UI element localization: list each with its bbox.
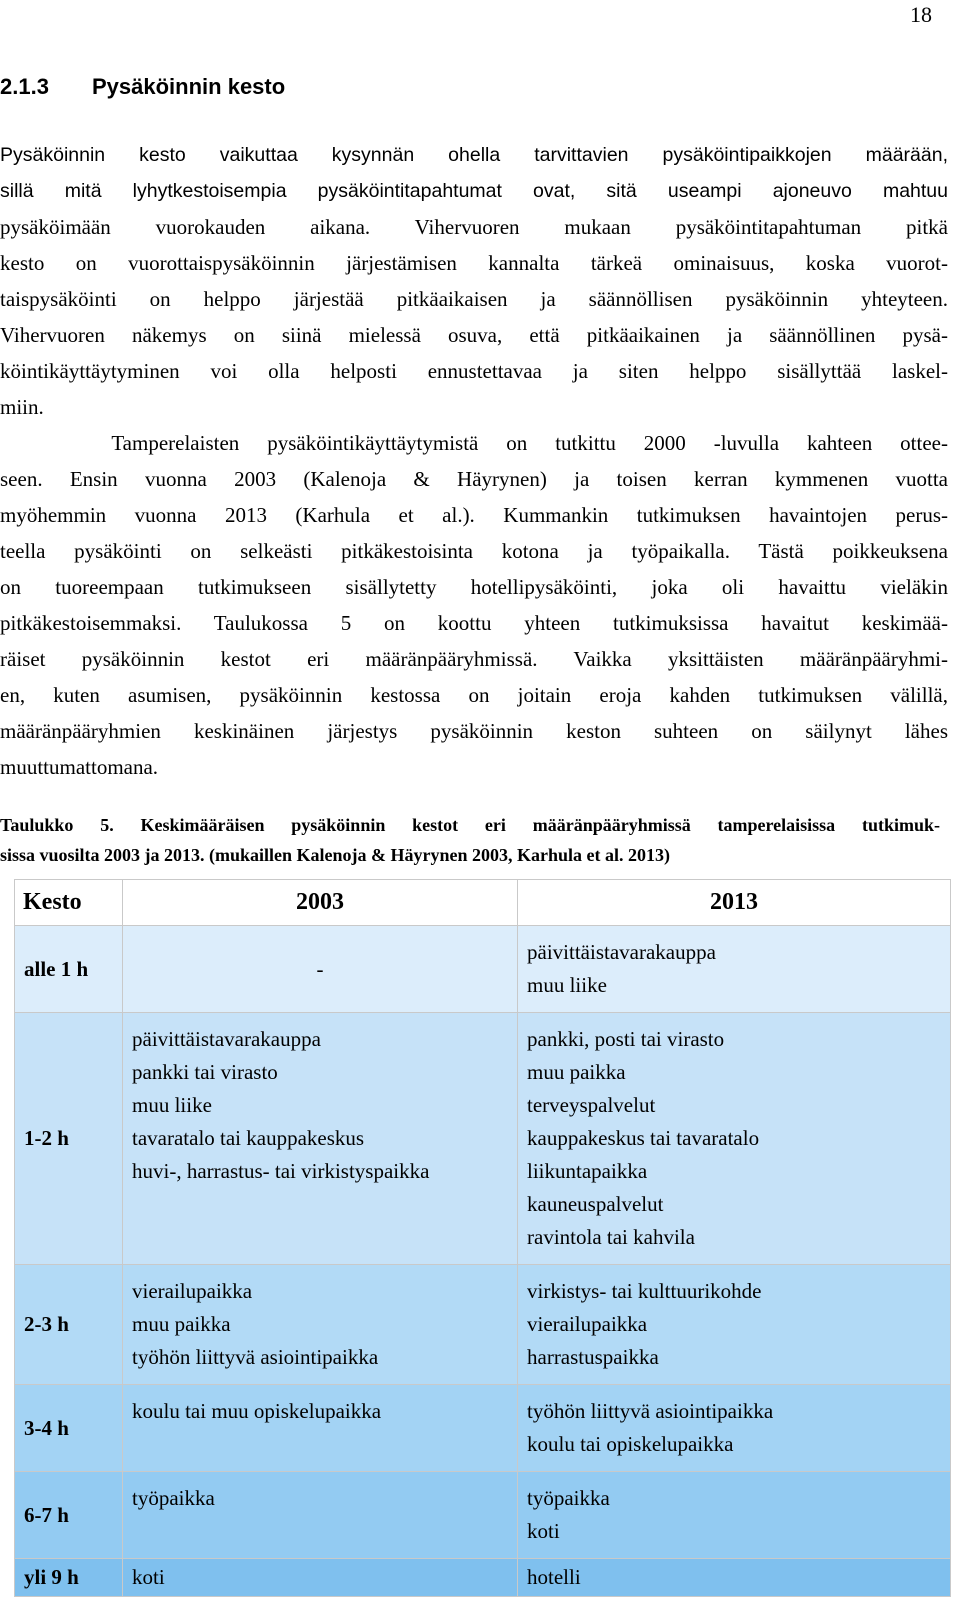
destination-item: koti bbox=[132, 1565, 165, 1589]
destination-item: muu paikka bbox=[527, 1060, 626, 1084]
body-line: teella pysäköinti on selkeästi pitkäkestoisinta kotona ja työpaikalla. Tästä poikkeuksena bbox=[0, 539, 948, 563]
destination-item: pankki tai virasto bbox=[132, 1060, 278, 1084]
destination-item: kauppakeskus tai tavaratalo bbox=[527, 1126, 760, 1150]
destination-item: - bbox=[316, 956, 324, 981]
table-row bbox=[15, 926, 951, 1013]
body-line: en, kuten asumisen, pysäköinnin kestossa on joitain eroja kahden tutkimuksen välillä, bbox=[0, 683, 948, 707]
section-title: Pysäköinnin kesto bbox=[92, 74, 286, 99]
duration-cell: 6-7 h bbox=[15, 1472, 123, 1559]
destination-item: vierailupaikka bbox=[132, 1279, 253, 1303]
destination-item: muu liike bbox=[527, 973, 607, 997]
caption-line: Taulukko 5. Keskimääräisen pysäköinnin kestot eri määränpääryhmissä tamperelaisissa tutkimuk- bbox=[0, 815, 940, 835]
duration-cell: 1-2 h bbox=[15, 1013, 123, 1265]
destination-item: terveyspalvelut bbox=[527, 1093, 656, 1117]
page-number: 18 bbox=[910, 2, 932, 27]
body-line: kesto on vuorottaispysäköinnin järjestämisen kannalta tärkeä ominaisuus, koska vuorot- bbox=[0, 251, 948, 275]
destination-item: tavaratalo tai kauppakeskus bbox=[132, 1126, 365, 1150]
destination-item: huvi-, harrastus- tai virkistyspaikka bbox=[132, 1159, 430, 1183]
duration-cell: 2-3 h bbox=[15, 1265, 123, 1385]
destination-item: hotelli bbox=[527, 1565, 581, 1589]
destination-item: pankki, posti tai virasto bbox=[527, 1027, 725, 1051]
body-line: myöhemmin vuonna 2013 (Karhula et al.). Kummankin tutkimuksen havaintojen perus- bbox=[0, 503, 948, 527]
destinations-2013-cell bbox=[518, 1559, 951, 1597]
destination-item: päivittäistavarakauppa bbox=[527, 940, 716, 964]
destination-item: työhön liittyvä asiointipaikka bbox=[132, 1345, 379, 1369]
destinations-2003-cell bbox=[123, 1013, 518, 1265]
body-line: pysäköimään vuorokauden aikana. Vihervuoren mukaan pysäköintitapahtuman pitkä bbox=[0, 215, 948, 239]
duration-cell: alle 1 h bbox=[15, 926, 123, 1013]
destination-item: muu liike bbox=[132, 1093, 212, 1117]
destinations-2003-cell bbox=[123, 1559, 518, 1597]
table-row bbox=[15, 1559, 951, 1597]
body-line: muuttumattomana. bbox=[0, 755, 159, 779]
header-2003: 2003 bbox=[123, 880, 518, 926]
destinations-2003-cell bbox=[123, 926, 518, 1013]
duration-cell: yli 9 h bbox=[15, 1559, 123, 1597]
destination-item: koulu tai muu opiskelupaikka bbox=[132, 1399, 382, 1423]
section-heading bbox=[0, 74, 285, 100]
destinations-2003-cell bbox=[123, 1472, 518, 1559]
destination-item: työpaikka bbox=[527, 1486, 610, 1510]
duration-cell: 3-4 h bbox=[15, 1385, 123, 1472]
body-line: Tamperelaisten pysäköintikäyttäytymistä on tutkittu 2000 -luvulla kahteen ottee- bbox=[0, 431, 948, 455]
table-row bbox=[15, 1265, 951, 1385]
destination-item: kauneuspalvelut bbox=[527, 1192, 664, 1216]
body-line: miin. bbox=[0, 395, 44, 419]
table-row bbox=[15, 1472, 951, 1559]
body-line: sillä mitä lyhytkestoisempia pysäköintitapahtumat ovat, sitä useampi ajoneuvo mahtuu bbox=[0, 180, 948, 202]
destination-item: muu paikka bbox=[132, 1312, 231, 1336]
destinations-2013-cell bbox=[518, 1013, 951, 1265]
body-line: Pysäköinnin kesto vaikuttaa kysynnän ohella tarvittavien pysäköintipaikkojen määrään, bbox=[0, 144, 948, 166]
header-2013: 2013 bbox=[518, 880, 951, 926]
destination-item: harrastuspaikka bbox=[527, 1345, 659, 1369]
destination-item: työhön liittyvä asiointipaikka bbox=[527, 1399, 774, 1423]
section-number: 2.1.3 bbox=[0, 74, 49, 99]
body-line: köintikäyttäytyminen voi olla helposti ennustettavaa ja siten helppo sisällyttää laskel- bbox=[0, 359, 948, 383]
destinations-2003-cell bbox=[123, 1265, 518, 1385]
destinations-2013-cell bbox=[518, 1385, 951, 1472]
destination-item: virkistys- tai kulttuurikohde bbox=[527, 1279, 762, 1303]
body-line: määränpääryhmien keskinäinen järjestys pysäköinnin keston suhteen on säilynyt lähes bbox=[0, 719, 948, 743]
destinations-2013-cell bbox=[518, 1472, 951, 1559]
destinations-2003-cell bbox=[123, 1385, 518, 1472]
destination-item: päivittäistavarakauppa bbox=[132, 1027, 321, 1051]
destination-item: koulu tai opiskelupaikka bbox=[527, 1432, 734, 1456]
body-line: Vihervuoren näkemys on siinä mielessä osuva, että pitkäaikainen ja säännöllinen pysä- bbox=[0, 323, 948, 347]
destinations-2013-cell bbox=[518, 1265, 951, 1385]
header-kesto: Kesto bbox=[15, 880, 123, 926]
caption-line: sissa vuosilta 2003 ja 2013. (mukaillen Kalenoja & Häyrynen 2003, Karhula et al. 2013) bbox=[0, 845, 671, 865]
body-line: seen. Ensin vuonna 2003 (Kalenoja & Häyrynen) ja toisen kerran kymmenen vuotta bbox=[0, 467, 948, 491]
body-line: taispysäköinti on helppo järjestää pitkäaikaisen ja säännöllisen pysäköinnin yhteyteen. bbox=[0, 287, 948, 311]
destination-item: työpaikka bbox=[132, 1486, 215, 1510]
destination-item: vierailupaikka bbox=[527, 1312, 648, 1336]
destination-item: ravintola tai kahvila bbox=[527, 1225, 695, 1249]
table-caption bbox=[0, 810, 940, 870]
destinations-2013-cell bbox=[518, 926, 951, 1013]
table-row bbox=[15, 1013, 951, 1265]
body-line: on tuoreempaan tutkimukseen sisällytetty hotellipysäköinti, joka oli havaittu vieläkin bbox=[0, 575, 948, 599]
body-paragraphs bbox=[0, 137, 948, 785]
table-row bbox=[15, 1385, 951, 1472]
parking-duration-table bbox=[14, 879, 951, 1597]
body-line: räiset pysäköinnin kestot eri määränpääryhmissä. Vaikka yksittäisten määränpääryhmi- bbox=[0, 647, 948, 671]
body-line: pitkäkestoisemmaksi. Taulukossa 5 on koottu yhteen tutkimuksissa havaitut keskimää- bbox=[0, 611, 948, 635]
destination-item: liikuntapaikka bbox=[527, 1159, 648, 1183]
table-header-row bbox=[15, 880, 951, 926]
destination-item: koti bbox=[527, 1519, 560, 1543]
